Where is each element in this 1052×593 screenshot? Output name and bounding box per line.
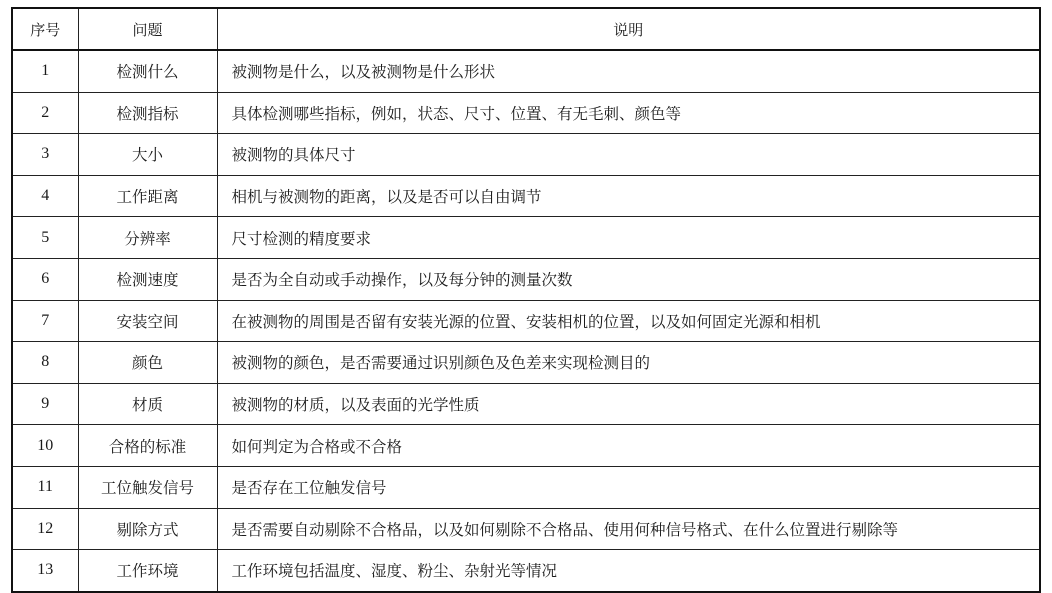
table-row bbox=[12, 466, 1040, 508]
row-description: 是否为全自动或手动操作，以及每分钟的测量次数 bbox=[217, 258, 1040, 300]
header-no: 序号 bbox=[12, 8, 78, 50]
table-row bbox=[12, 258, 1040, 300]
table-header-row bbox=[12, 8, 1040, 50]
requirements-table bbox=[11, 7, 1041, 593]
row-question: 大小 bbox=[78, 134, 217, 176]
row-question: 工位触发信号 bbox=[78, 466, 217, 508]
table-row bbox=[12, 92, 1040, 134]
table-row bbox=[12, 134, 1040, 176]
row-description: 被测物的颜色，是否需要通过识别颜色及色差来实现检测目的 bbox=[217, 342, 1040, 384]
row-no: 1 bbox=[12, 50, 78, 92]
row-question: 分辨率 bbox=[78, 217, 217, 259]
row-question: 合格的标准 bbox=[78, 425, 217, 467]
table-row bbox=[12, 217, 1040, 259]
row-question: 检测什么 bbox=[78, 50, 217, 92]
row-question: 剔除方式 bbox=[78, 508, 217, 550]
table-row bbox=[12, 342, 1040, 384]
row-question: 检测指标 bbox=[78, 92, 217, 134]
row-question: 材质 bbox=[78, 383, 217, 425]
row-no: 11 bbox=[12, 466, 78, 508]
row-no: 2 bbox=[12, 92, 78, 134]
row-no: 6 bbox=[12, 258, 78, 300]
table-row bbox=[12, 300, 1040, 342]
row-description: 是否需要自动剔除不合格品，以及如何剔除不合格品、使用何种信号格式、在什么位置进行剔除等 bbox=[217, 508, 1040, 550]
header-question: 问题 bbox=[78, 8, 217, 50]
table-row bbox=[12, 425, 1040, 467]
row-description: 尺寸检测的精度要求 bbox=[217, 217, 1040, 259]
table-row bbox=[12, 50, 1040, 92]
row-description: 被测物是什么，以及被测物是什么形状 bbox=[217, 50, 1040, 92]
row-no: 10 bbox=[12, 425, 78, 467]
table-row bbox=[12, 175, 1040, 217]
row-description: 具体检测哪些指标，例如，状态、尺寸、位置、有无毛刺、颜色等 bbox=[217, 92, 1040, 134]
table-row bbox=[12, 383, 1040, 425]
row-no: 9 bbox=[12, 383, 78, 425]
row-question: 颜色 bbox=[78, 342, 217, 384]
row-no: 5 bbox=[12, 217, 78, 259]
row-description: 被测物的具体尺寸 bbox=[217, 134, 1040, 176]
row-question: 工作距离 bbox=[78, 175, 217, 217]
table-row bbox=[12, 550, 1040, 592]
row-description: 如何判定为合格或不合格 bbox=[217, 425, 1040, 467]
row-no: 7 bbox=[12, 300, 78, 342]
row-description: 在被测物的周围是否留有安装光源的位置、安装相机的位置，以及如何固定光源和相机 bbox=[217, 300, 1040, 342]
table-row bbox=[12, 508, 1040, 550]
row-description: 被测物的材质，以及表面的光学性质 bbox=[217, 383, 1040, 425]
header-description: 说明 bbox=[217, 8, 1040, 50]
row-description: 是否存在工位触发信号 bbox=[217, 466, 1040, 508]
requirements-table-container bbox=[11, 7, 1041, 593]
row-no: 13 bbox=[12, 550, 78, 592]
row-no: 8 bbox=[12, 342, 78, 384]
row-no: 4 bbox=[12, 175, 78, 217]
row-question: 工作环境 bbox=[78, 550, 217, 592]
row-no: 12 bbox=[12, 508, 78, 550]
row-question: 安装空间 bbox=[78, 300, 217, 342]
row-question: 检测速度 bbox=[78, 258, 217, 300]
row-description: 相机与被测物的距离，以及是否可以自由调节 bbox=[217, 175, 1040, 217]
row-no: 3 bbox=[12, 134, 78, 176]
row-description: 工作环境包括温度、湿度、粉尘、杂射光等情况 bbox=[217, 550, 1040, 592]
